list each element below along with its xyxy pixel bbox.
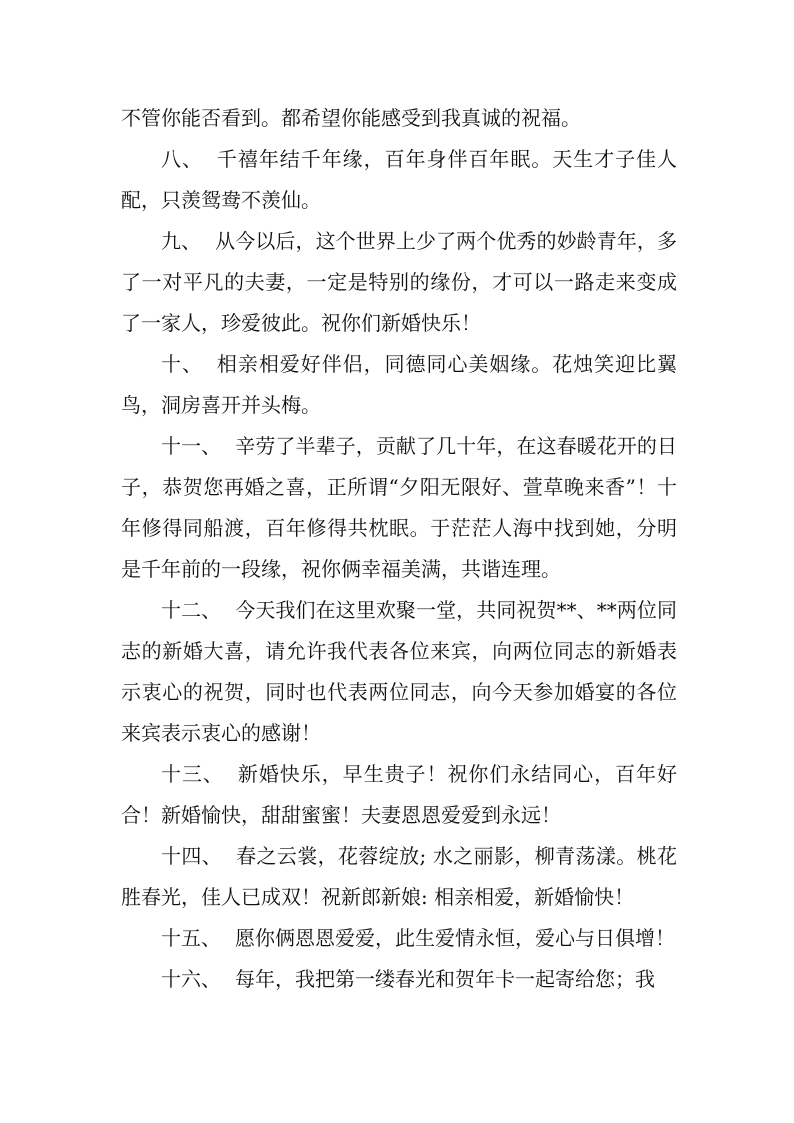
paragraph-number: 十、 [161,352,203,376]
paragraph-15 [121,918,677,959]
paragraph-16 [121,959,677,1000]
paragraph-text: 今天我们在这里欢聚一堂，共同祝贺**、**两位同志的新婚大喜，请允许我代表各位来宾，向两位同志的新婚表示衷心的祝贺，同时也代表两位同志，向今天参加婚宴的各位来宾表示衷心的感谢！ [121,598,677,745]
paragraph-text: 新婚快乐，早生贵子！祝你们永结同心，百年好合！新婚愉快，甜甜蜜蜜！夫妻恩恩爱爱到永远！ [121,762,678,827]
paragraph-text: 千禧年结千年缘，百年身伴百年眠。天生才子佳人配，只羡鸳鸯不羡仙。 [121,147,678,212]
paragraph-text: 辛劳了半辈子，贡献了几十年，在这春暖花开的日子，恭贺您再婚之喜，正所谓“夕阳无限好、萱草晚来香”！十年修得同船渡，百年修得共枕眠。于茫茫人海中找到她，分明是千年前的一段缘，祝你俩幸福美满，共谐连理。 [121,434,677,581]
paragraph-7-continuation [121,98,677,139]
paragraph-number: 十二、 [161,598,222,622]
paragraph-13 [121,754,677,836]
paragraph-11 [121,426,677,590]
paragraph-8 [121,139,677,221]
paragraph-number: 九、 [161,229,202,253]
paragraph-10 [121,344,677,426]
paragraph-number: 十六、 [161,967,221,991]
paragraph-number: 十一、 [161,434,222,458]
paragraph-12 [121,590,677,754]
paragraph-number: 八、 [161,147,203,171]
paragraph-9 [121,221,677,344]
paragraph-number: 十三、 [161,762,224,786]
paragraph-text: 相亲相爱好伴侣，同德同心美姻缘。花烛笑迎比翼鸟，洞房喜开并头梅。 [121,352,678,417]
paragraph-text: 从今以后，这个世界上少了两个优秀的妙龄青年，多了一对平凡的夫妻，一定是特别的缘份，才可以一路走来变成了一家人，珍爱彼此。祝你们新婚快乐！ [121,229,678,335]
paragraph-text: 每年，我把第一缕春光和贺年卡一起寄给您；我 [235,967,655,991]
paragraph-number: 十五、 [161,926,221,950]
paragraph-text: 愿你俩恩恩爱爱，此生爱情永恒，爱心与日俱增！ [235,926,675,950]
document-body [121,98,677,1000]
paragraph-14 [121,836,677,918]
paragraph-text: 不管你能否看到。都希望你能感受到我真诚的祝福。 [121,106,581,130]
paragraph-number: 十四、 [161,844,223,868]
paragraph-text: 春之云裳，花蓉绽放; 水之丽影，柳青荡漾。桃花胜春光，佳人已成双！祝新郎新娘: 相亲相爱，新婚愉快！ [121,844,677,909]
